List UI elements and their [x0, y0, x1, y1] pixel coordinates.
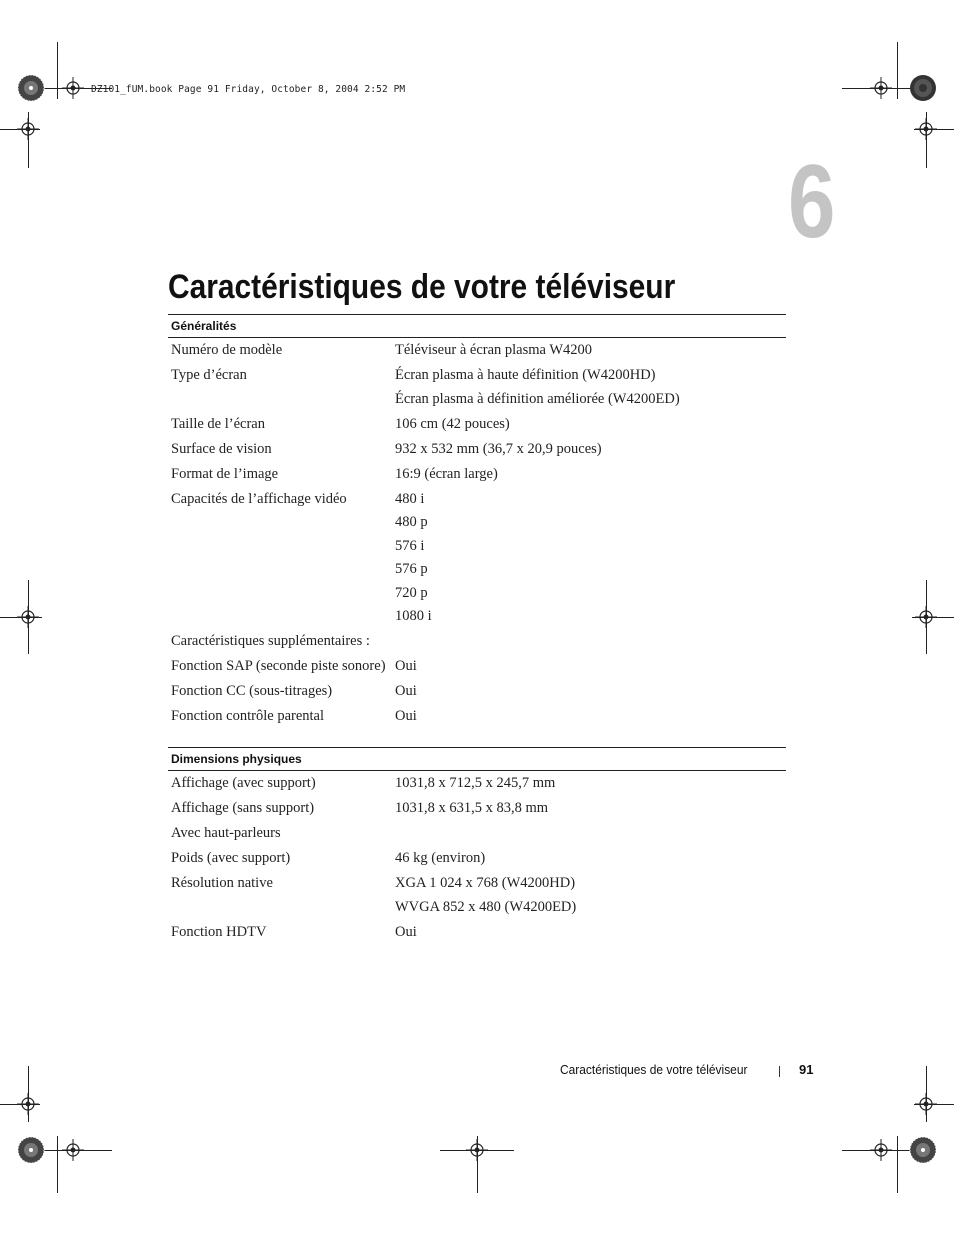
- spec-label: Taille de l’écran: [171, 415, 265, 432]
- spec-value: 480 i: [395, 490, 425, 507]
- spec-value: 720 p: [395, 584, 428, 601]
- spec-value: Téléviseur à écran plasma W4200: [395, 342, 593, 358]
- page-title: Caractéristiques de votre téléviseur: [168, 268, 676, 306]
- spec-row: [168, 339, 786, 363]
- spec-row: [168, 680, 786, 704]
- spec-label: Fonction CC (sous-titrages): [171, 683, 333, 699]
- spec-row: [168, 413, 786, 437]
- spec-value: Écran plasma à définition améliorée (W4200ED): [395, 390, 680, 407]
- section-heading: Dimensions physiques: [168, 747, 786, 771]
- spec-row: [168, 463, 786, 487]
- spec-value: [395, 822, 786, 846]
- spec-label: Fonction HDTV: [171, 923, 267, 940]
- spec-label: Capacités de l’affichage vidéo: [171, 490, 347, 507]
- spec-value: WVGA 852 x 480 (W4200ED): [395, 898, 577, 915]
- spec-row: [168, 364, 786, 411]
- crop-line: [897, 42, 898, 99]
- registration-mark-icon: [17, 118, 39, 140]
- color-target-icon: [17, 74, 45, 102]
- spec-row: [168, 438, 786, 462]
- spec-row: [168, 797, 786, 821]
- spec-row: [168, 488, 786, 629]
- spec-value: XGA 1 024 x 768 (W4200HD): [395, 875, 576, 891]
- crop-line: [57, 42, 58, 99]
- spec-row: [168, 822, 786, 846]
- spec-value: 1080 i: [395, 608, 432, 624]
- spec-value: Oui: [395, 923, 417, 940]
- spec-label: Affichage (avec support): [171, 775, 316, 791]
- footer-divider: [779, 1066, 780, 1077]
- spec-label: Affichage (sans support): [171, 800, 315, 816]
- spec-value: 16:9 (écran large): [395, 465, 498, 482]
- spec-row: [168, 921, 786, 945]
- spec-row: [168, 772, 786, 796]
- registration-mark-icon: [870, 1139, 892, 1161]
- color-target-icon: [909, 1136, 937, 1164]
- spec-value: 932 x 532 mm (36,7 x 20,9 pouces): [395, 440, 602, 457]
- spec-label: Fonction contrôle parental: [171, 708, 325, 724]
- spec-label: Poids (avec support): [171, 850, 291, 866]
- spec-row: [168, 655, 786, 679]
- registration-mark-icon: [62, 1139, 84, 1161]
- spec-value: Écran plasma à haute définition (W4200HD): [395, 367, 656, 383]
- spec-label: Format de l’image: [171, 465, 279, 482]
- spec-label: Fonction SAP (seconde piste sonore): [171, 658, 386, 674]
- spec-value: 1031,8 x 712,5 x 245,7 mm: [395, 775, 556, 791]
- spec-label: Caractéristiques supplémentaires :: [171, 633, 370, 649]
- registration-mark-icon: [62, 77, 84, 99]
- spec-row: [168, 872, 786, 919]
- spec-row: [168, 705, 786, 729]
- registration-mark-icon: [915, 118, 937, 140]
- crop-line: [57, 1136, 58, 1193]
- spec-label: Numéro de modèle: [171, 342, 283, 358]
- running-footer-title: Caractéristiques de votre téléviseur: [560, 1062, 748, 1077]
- spec-value: Oui: [395, 683, 417, 699]
- spec-row: [168, 847, 786, 871]
- spec-value: 1031,8 x 631,5 x 83,8 mm: [395, 800, 549, 816]
- page-number: 91: [799, 1062, 814, 1077]
- spec-label: Avec haut-parleurs: [171, 825, 281, 841]
- section-heading: Généralités: [168, 314, 786, 338]
- spec-value: Oui: [395, 658, 417, 674]
- spec-value: 46 kg (environ): [395, 850, 486, 866]
- chapter-number: 6: [788, 144, 836, 260]
- print-header: DZ101_fUM.book Page 91 Friday, October 8, 2004 2:52 PM: [91, 84, 406, 95]
- registration-mark-icon: [915, 606, 937, 628]
- color-target-icon: [909, 74, 937, 102]
- spec-label: Type d’écran: [171, 367, 247, 383]
- crop-line: [897, 1136, 898, 1193]
- spec-table-general: [168, 314, 786, 730]
- registration-mark-icon: [466, 1139, 488, 1161]
- spec-value: Oui: [395, 708, 417, 724]
- registration-mark-icon: [870, 77, 892, 99]
- spec-value: 480 p: [395, 514, 428, 530]
- registration-mark-icon: [915, 1093, 937, 1115]
- registration-mark-icon: [17, 606, 39, 628]
- spec-value: 576 p: [395, 561, 428, 577]
- spec-row: [168, 630, 786, 654]
- spec-value: 576 i: [395, 537, 425, 554]
- spec-label: Résolution native: [171, 875, 273, 891]
- spec-value: [395, 630, 786, 654]
- spec-value: 106 cm (42 pouces): [395, 415, 510, 432]
- color-target-icon: [17, 1136, 45, 1164]
- spec-table-dimensions: [168, 747, 786, 946]
- spec-label: Surface de vision: [171, 440, 272, 457]
- registration-mark-icon: [17, 1093, 39, 1115]
